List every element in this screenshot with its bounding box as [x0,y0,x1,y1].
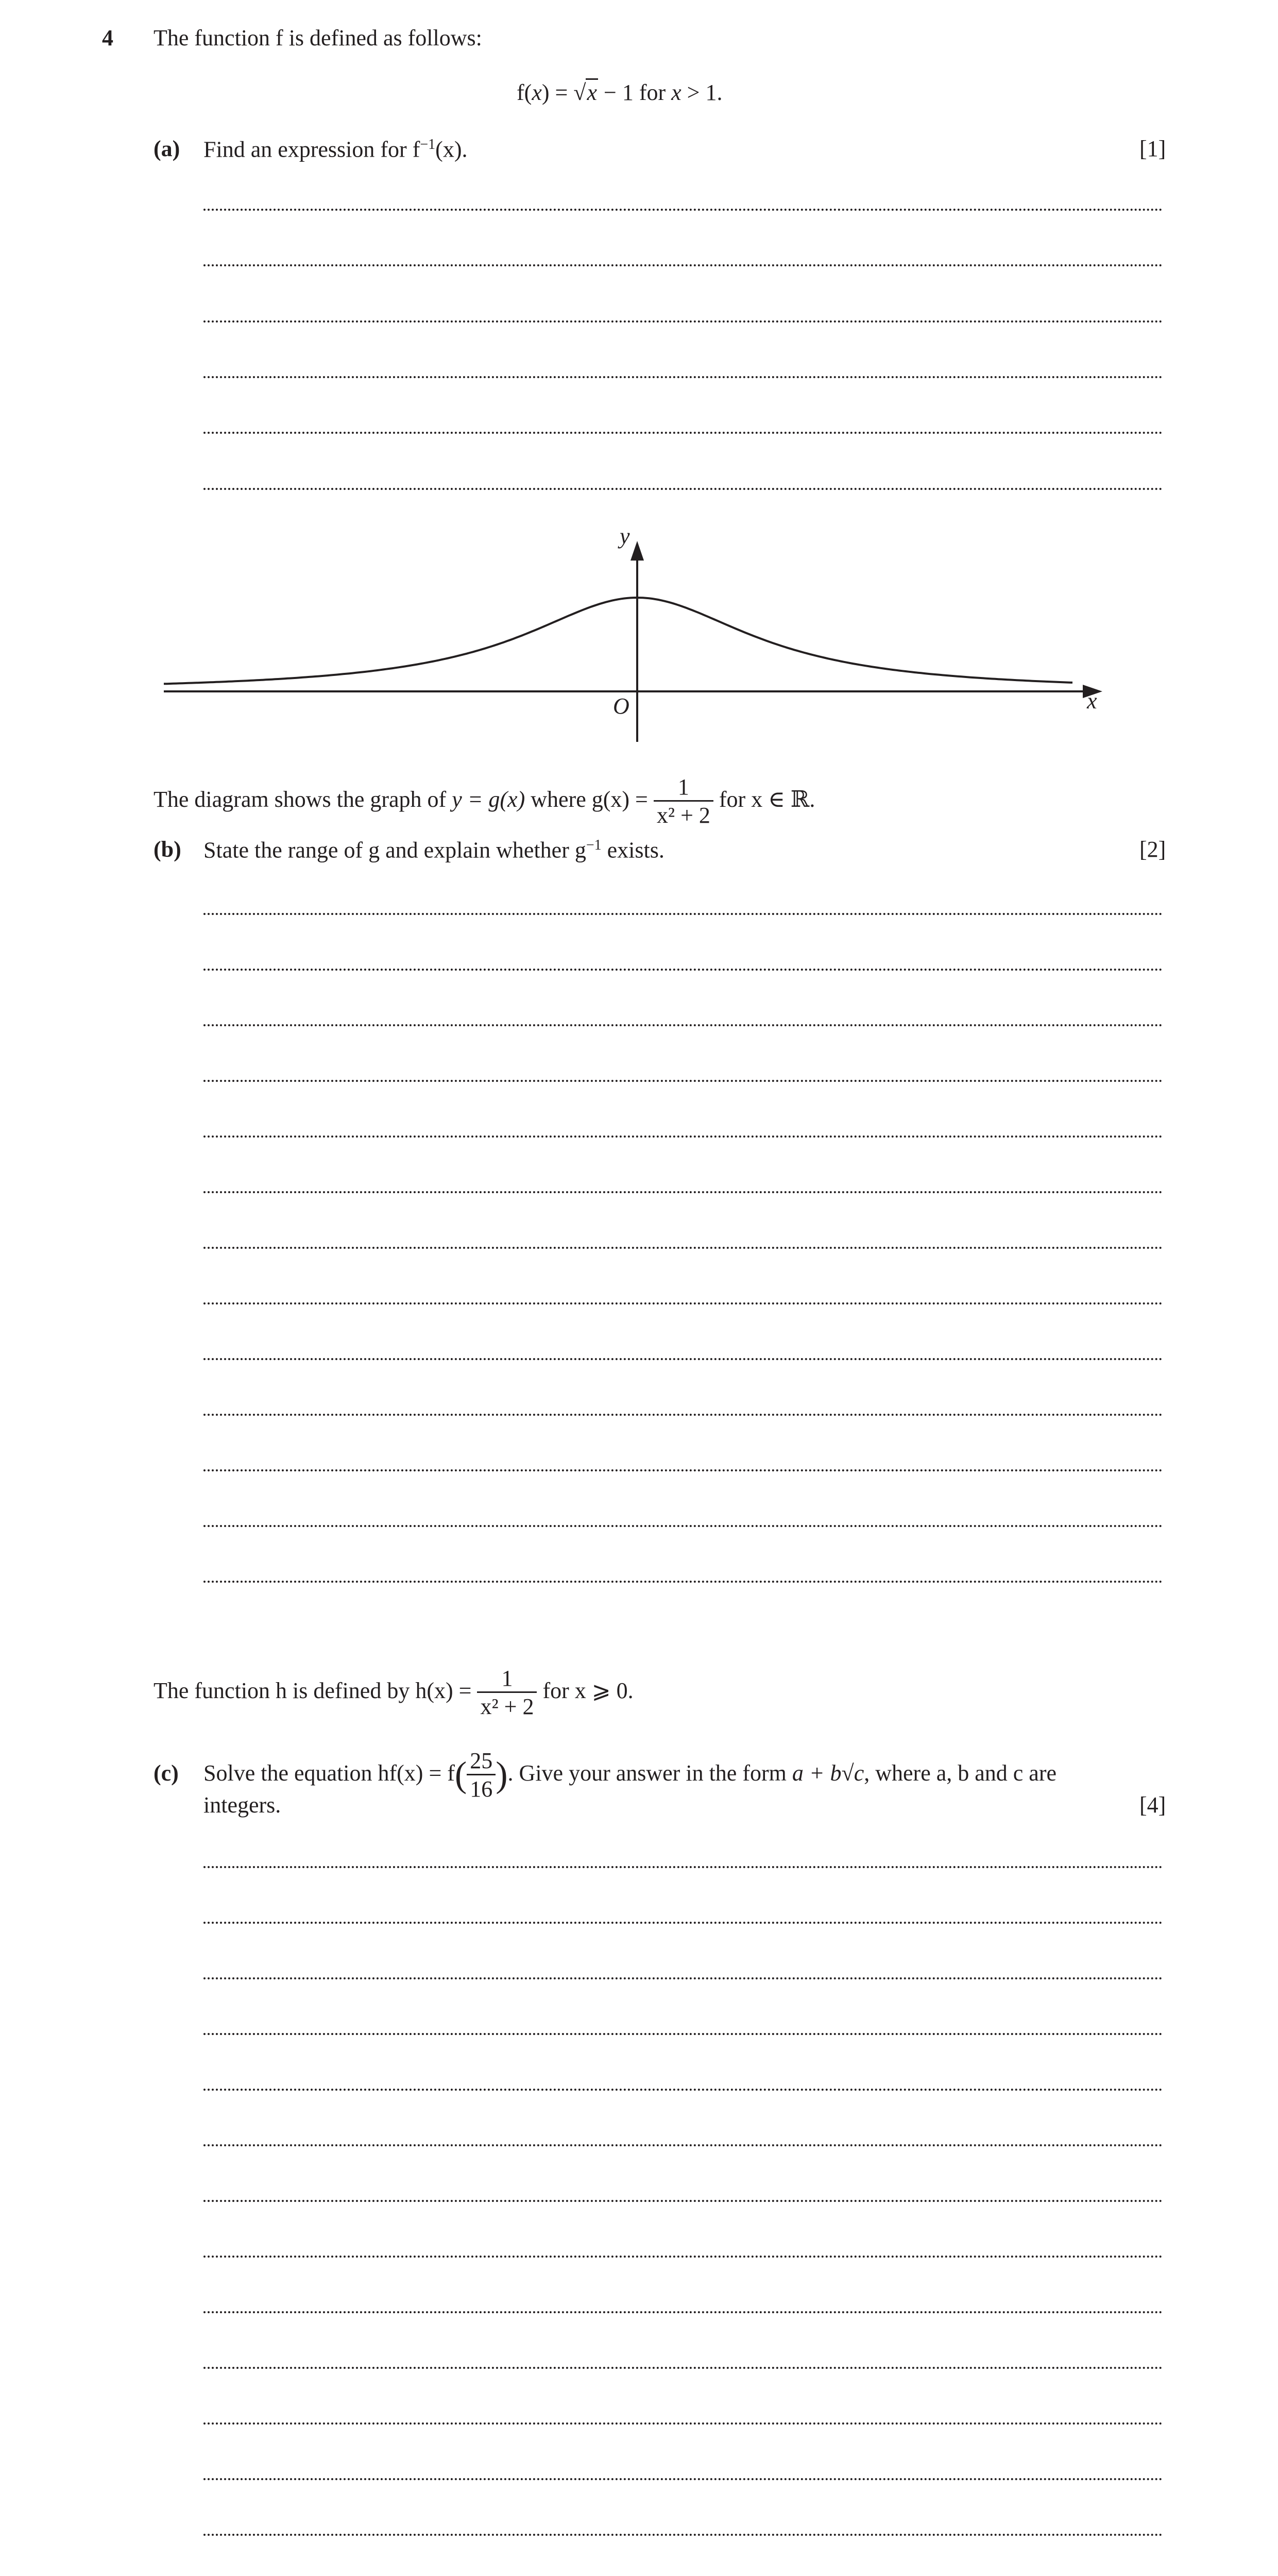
part-a-label: (a) [154,136,180,161]
y-axis-label: y [620,523,630,549]
diagram-description: The diagram shows the graph of y = g(x) where g(x) = $\frac{1}{\text{x² + 2}}$ for x ∈ ℝ. [154,774,815,828]
answer-line[interactable] [203,1080,1163,1082]
f-argument-fraction: $\frac{25}{16}$ [467,1749,496,1801]
answer-line[interactable] [203,2311,1163,2313]
answer-line[interactable] [203,2256,1163,2258]
h-fraction: $\frac{1}{\text{x² + 2}}$ [477,1667,537,1719]
answer-line[interactable] [203,2534,1163,2536]
answer-line[interactable] [203,969,1163,971]
h-definition: The function h is defined by h(x) = $\frac{1}{\text{x² + 2}}$ for x ⩾ 0. [154,1666,634,1720]
answer-line[interactable] [203,1358,1163,1360]
part-a-question: Find an expression for $f^{-1}(x)$. [203,137,468,162]
question-number: 4 [102,25,113,50]
part-a-marks: [1] [1139,136,1166,161]
answer-line[interactable] [203,1977,1163,1979]
answer-line[interactable] [203,1525,1163,1527]
answer-line[interactable] [203,1414,1163,1416]
answer-line[interactable] [203,913,1163,915]
answer-line[interactable] [203,1191,1163,1193]
part-b-marks: [2] [1139,837,1166,862]
g-curve [164,598,1072,684]
y-axis-arrow [631,541,644,561]
answer-line[interactable] [203,1922,1163,1924]
question-intro: The function f is defined as follows: [154,25,482,50]
answer-line[interactable] [203,1302,1163,1304]
origin-label: O [613,693,629,719]
answer-line[interactable] [203,1247,1163,1249]
x-axis-label: x [1087,688,1097,714]
f-definition: f(x) = √x − 1 for x > 1. [517,81,722,104]
answer-line[interactable] [203,2200,1163,2202]
answer-line[interactable] [203,2089,1163,2091]
answer-line[interactable] [203,2478,1163,2480]
answer-line[interactable] [203,2422,1163,2425]
part-c-marks: [4] [1139,1792,1166,1818]
graph-of-g [0,0,1278,773]
answer-line[interactable] [203,1136,1163,1138]
answer-line[interactable] [203,1469,1163,1471]
answer-line[interactable] [203,1024,1163,1026]
g-fraction: $\frac{1}{\text{x² + 2}}$ [654,775,713,827]
answer-line[interactable] [203,2367,1163,2369]
part-c-question: Solve the equation hf(x) = f( $\frac{25}{16}$ ). Give your answer in the form a + b√c, where a, b and c are [203,1748,1057,1802]
part-c-label: (c) [154,1760,179,1786]
part-b-question: State the range of g and explain whether $g^{-1}$ exists. [203,837,664,863]
answer-line[interactable] [203,1866,1163,1868]
answer-line[interactable] [203,2033,1163,2035]
answer-line[interactable] [203,1581,1163,1583]
part-c-question-line2: integers. [203,1792,281,1818]
answer-line[interactable] [203,2144,1163,2146]
part-b-label: (b) [154,837,181,862]
